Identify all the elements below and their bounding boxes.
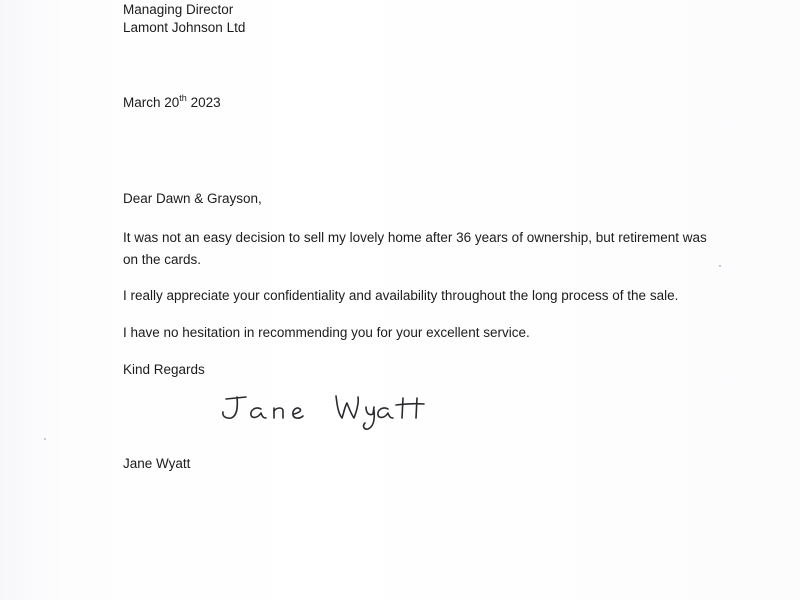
recipient-title: Managing Director xyxy=(123,2,234,17)
paper-speck xyxy=(719,265,721,267)
salutation: Dear Dawn & Grayson, xyxy=(123,191,262,206)
date-month-day: March 20 xyxy=(123,95,180,110)
paragraph-1: It was not an easy decision to sell my lovely home after 36 years of ownership, but retirement was on the cards. xyxy=(123,230,707,267)
handwritten-signature xyxy=(216,386,456,436)
paper-speck xyxy=(44,438,46,440)
date-year: 2023 xyxy=(190,95,221,110)
closing: Kind Regards xyxy=(123,362,205,377)
paragraph-2: I really appreciate your confidentiality and availability throughout the long process of the sale. xyxy=(123,288,679,303)
date-ordinal: th xyxy=(179,92,187,103)
signer-name: Jane Wyatt xyxy=(123,456,191,471)
paragraph-3: I have no hesitation in recommending you for your excellent service. xyxy=(123,325,530,340)
letter-date xyxy=(123,94,221,111)
recipient-company: Lamont Johnson Ltd xyxy=(123,20,246,35)
